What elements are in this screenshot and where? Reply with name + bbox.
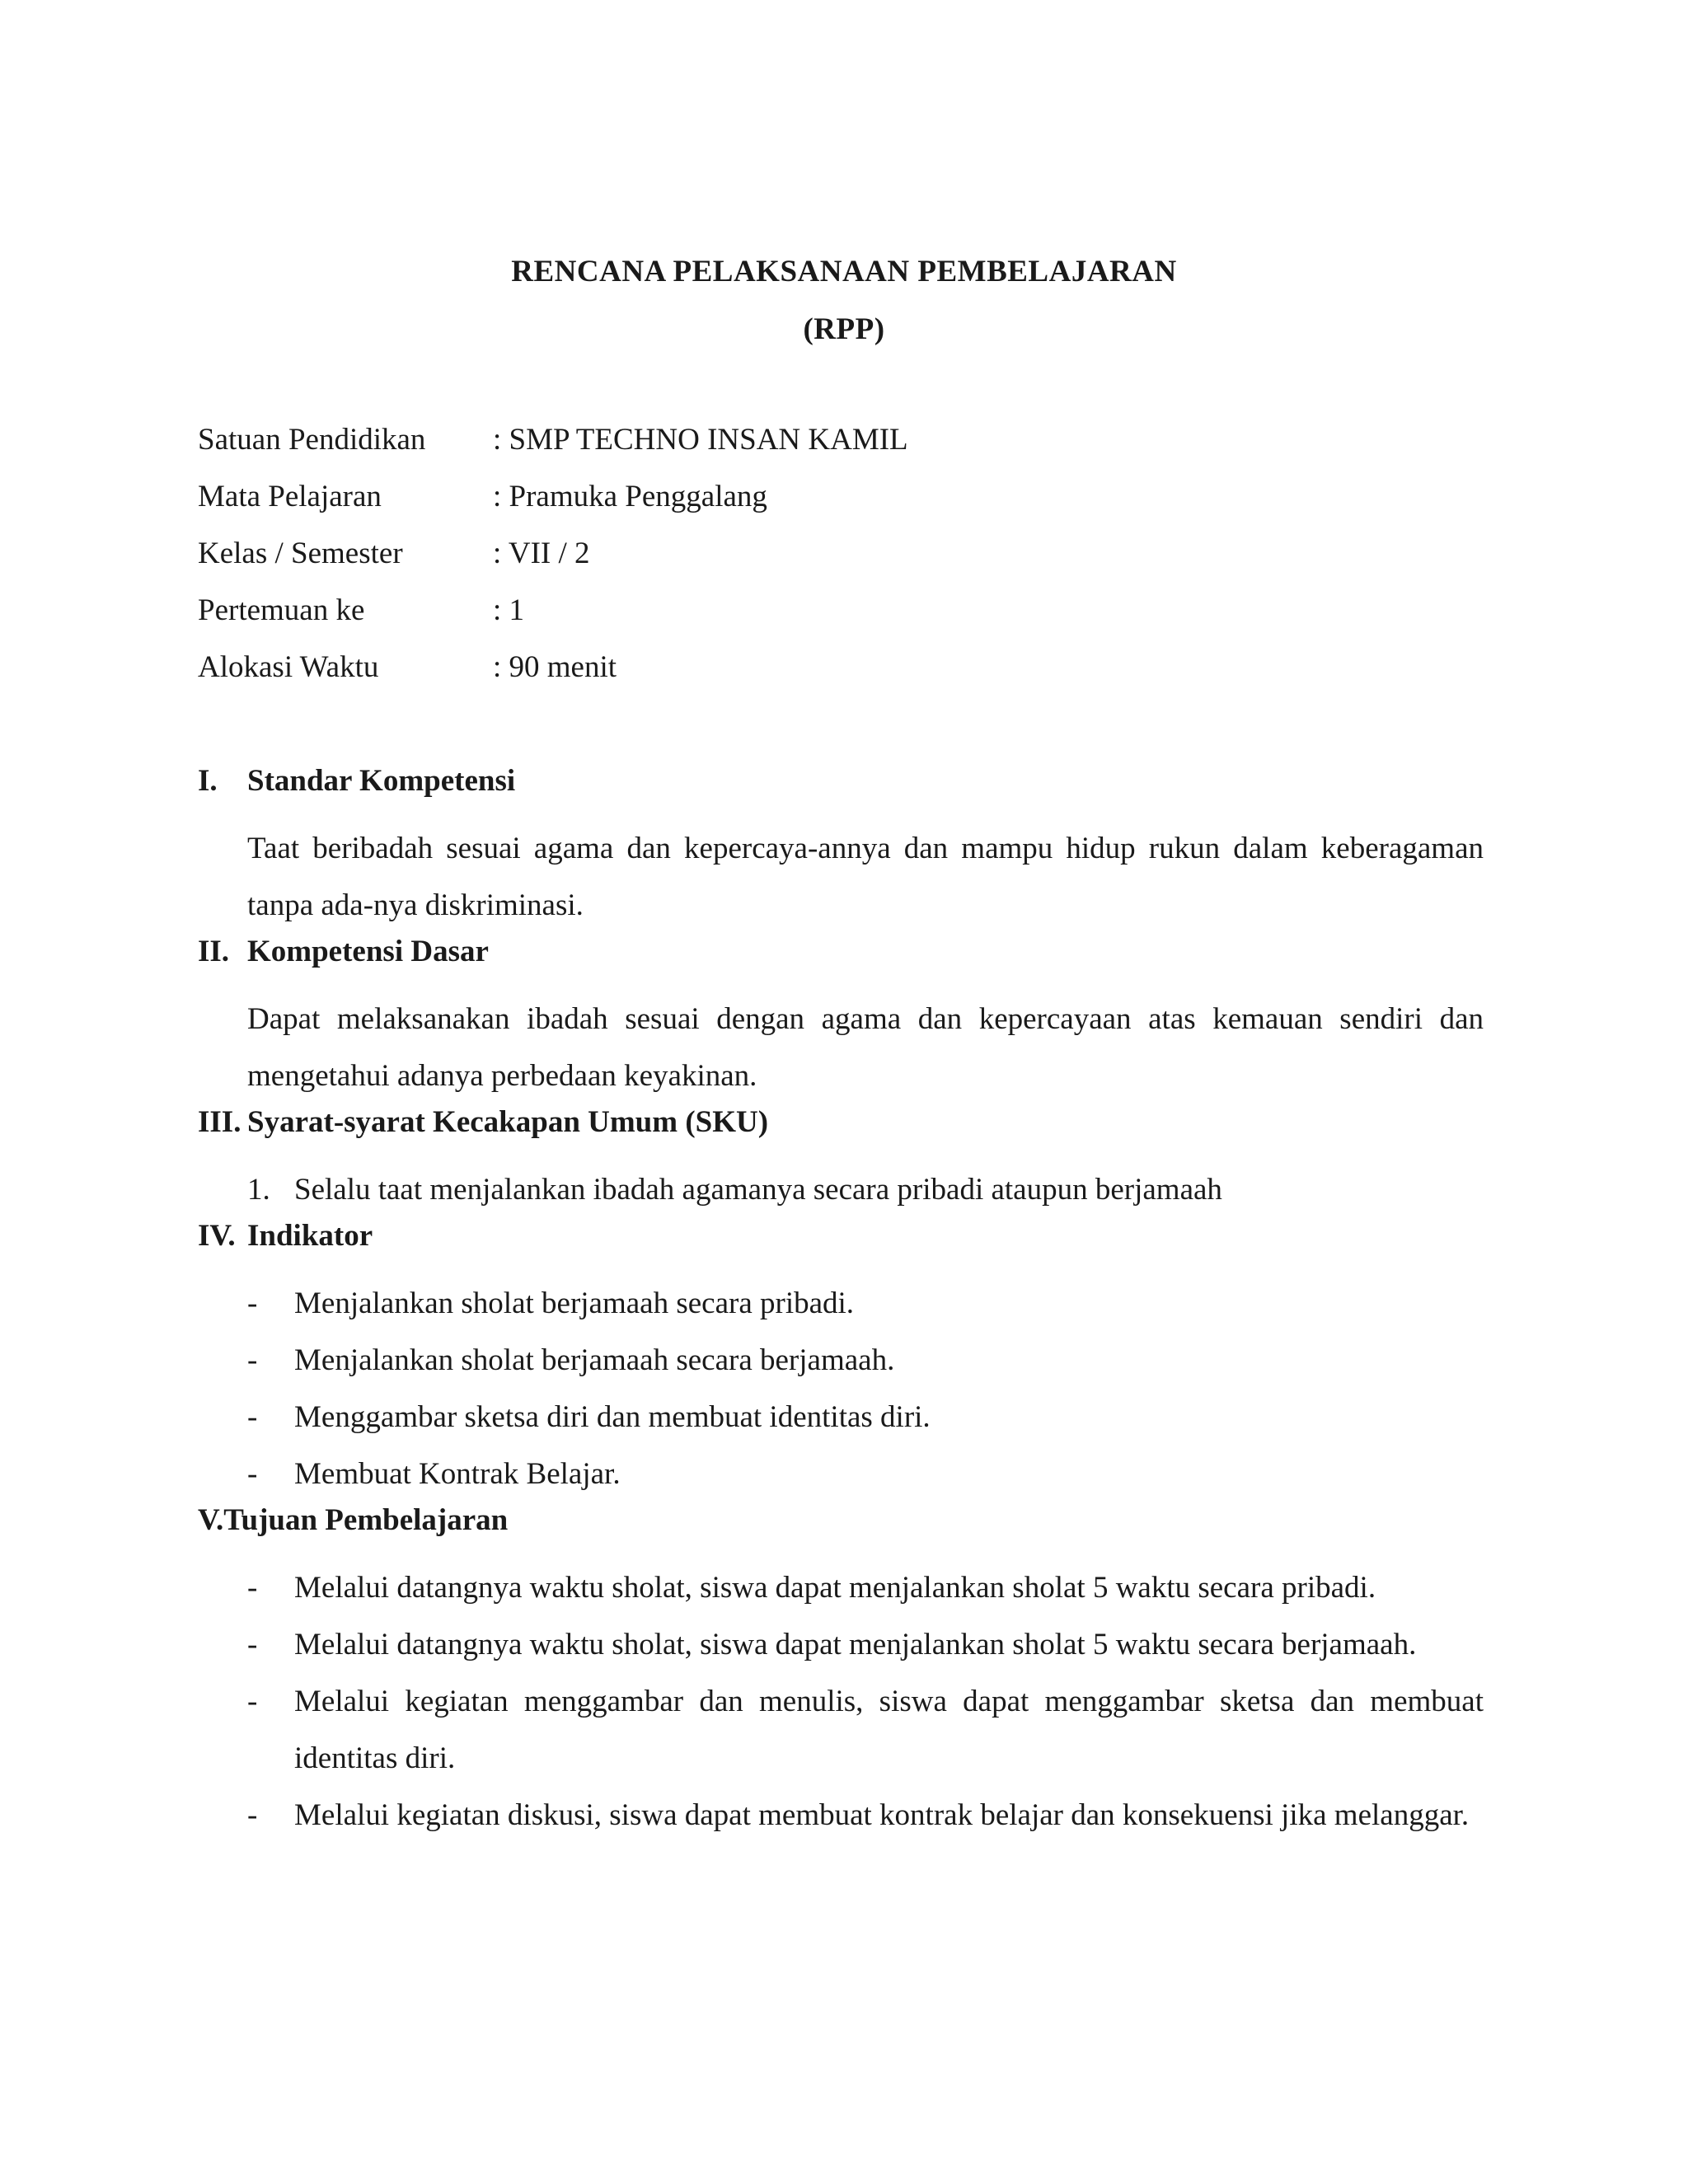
- section-number: V.: [198, 1503, 224, 1537]
- info-row-kelas-semester: [198, 536, 908, 593]
- list-marker: -: [247, 1571, 258, 1605]
- info-row-satuan-pendidikan: [198, 422, 908, 479]
- list-item-text: Menjalankan sholat berjamaah secara pribadi.: [294, 1286, 855, 1320]
- list-item: [247, 1389, 1484, 1446]
- section-heading-standar-kompetensi: [198, 763, 1484, 820]
- list-item: [247, 1275, 1484, 1332]
- info-row-mata-pelajaran: [198, 479, 908, 536]
- info-label: Satuan Pendidikan: [198, 423, 426, 457]
- section-number: III.: [198, 1105, 241, 1139]
- list-marker: -: [247, 1685, 258, 1718]
- list-item-text: Melalui kegiatan diskusi, siswa dapat membuat kontrak belajar dan konsekuensi jika melanggar.: [294, 1798, 1470, 1832]
- section-heading-indikator: [198, 1218, 1484, 1275]
- section-heading-tujuan-pembelajaran: [198, 1502, 1484, 1559]
- list-marker: -: [247, 1286, 258, 1320]
- list-item-text: Selalu taat menjalankan ibadah agamanya secara pribadi ataupun berjamaah: [294, 1173, 1222, 1207]
- info-label: Kelas / Semester: [198, 537, 403, 570]
- info-value: : 90 menit: [493, 650, 617, 684]
- document-body: [198, 763, 1484, 1844]
- section-number: I.: [198, 764, 218, 798]
- section-title: Tujuan Pembelajaran: [223, 1503, 509, 1537]
- list-marker: 1.: [247, 1173, 270, 1207]
- section-heading-kompetensi-dasar: [198, 934, 1484, 991]
- section-heading-sku: [198, 1104, 1484, 1161]
- section-title: Standar Kompetensi: [247, 764, 516, 798]
- list-marker: -: [247, 1628, 258, 1661]
- info-label: Alokasi Waktu: [198, 650, 379, 684]
- list-item-text: Menggambar sketsa diri dan membuat identitas diri.: [294, 1400, 931, 1434]
- list-marker: -: [247, 1798, 258, 1832]
- document-title: RENCANA PELAKSANAAN PEMBELAJARAN: [511, 255, 1177, 288]
- list-item: [247, 1559, 1484, 1616]
- info-value: : VII / 2: [493, 537, 590, 570]
- list-item-text: Membuat Kontrak Belajar.: [294, 1457, 621, 1491]
- section-paragraph: Taat beribadah sesuai agama dan kepercaya-annya dan mampu hidup rukun dalam keberagaman tanpa ada-nya diskriminasi.: [247, 832, 1484, 922]
- list-item: [247, 1616, 1484, 1673]
- list-item-text: Menjalankan sholat berjamaah secara berjamaah.: [294, 1343, 895, 1377]
- list-item: [247, 1332, 1484, 1389]
- info-label: Mata Pelajaran: [198, 480, 382, 513]
- document-subtitle: (RPP): [803, 312, 885, 346]
- list-marker: -: [247, 1343, 258, 1377]
- info-value: : SMP TECHNO INSAN KAMIL: [493, 423, 908, 457]
- section-title: Kompetensi Dasar: [247, 935, 489, 968]
- info-row-pertemuan: [198, 593, 908, 649]
- list-item: [247, 1446, 1484, 1502]
- list-item: [247, 1673, 1484, 1787]
- info-label: Pertemuan ke: [198, 593, 365, 627]
- list-marker: -: [247, 1400, 258, 1434]
- info-value: : 1: [493, 593, 525, 627]
- list-item-text: Melalui kegiatan menggambar dan menulis, siswa dapat menggambar sketsa dan membuat identitas diri.: [294, 1685, 1484, 1775]
- info-value: : Pramuka Penggalang: [493, 480, 767, 513]
- info-row-alokasi-waktu: [198, 649, 908, 706]
- section-number: IV.: [198, 1219, 236, 1253]
- list-item-text: Melalui datangnya waktu sholat, siswa dapat menjalankan sholat 5 waktu secara pribadi.: [294, 1571, 1376, 1605]
- identity-table: [198, 422, 908, 706]
- section-paragraph: Dapat melaksanakan ibadah sesuai dengan agama dan kepercayaan atas kemauan sendiri dan mengetahui adanya perbedaan keyakinan.: [247, 1002, 1484, 1093]
- list-item: [247, 1161, 1484, 1218]
- list-marker: -: [247, 1457, 258, 1491]
- list-item: [247, 1787, 1484, 1844]
- section-number: II.: [198, 935, 230, 968]
- section-title: Indikator: [247, 1219, 373, 1253]
- section-title: Syarat-syarat Kecakapan Umum (SKU): [247, 1105, 769, 1139]
- list-item-text: Melalui datangnya waktu sholat, siswa dapat menjalankan sholat 5 waktu secara berjamaah.: [294, 1628, 1417, 1661]
